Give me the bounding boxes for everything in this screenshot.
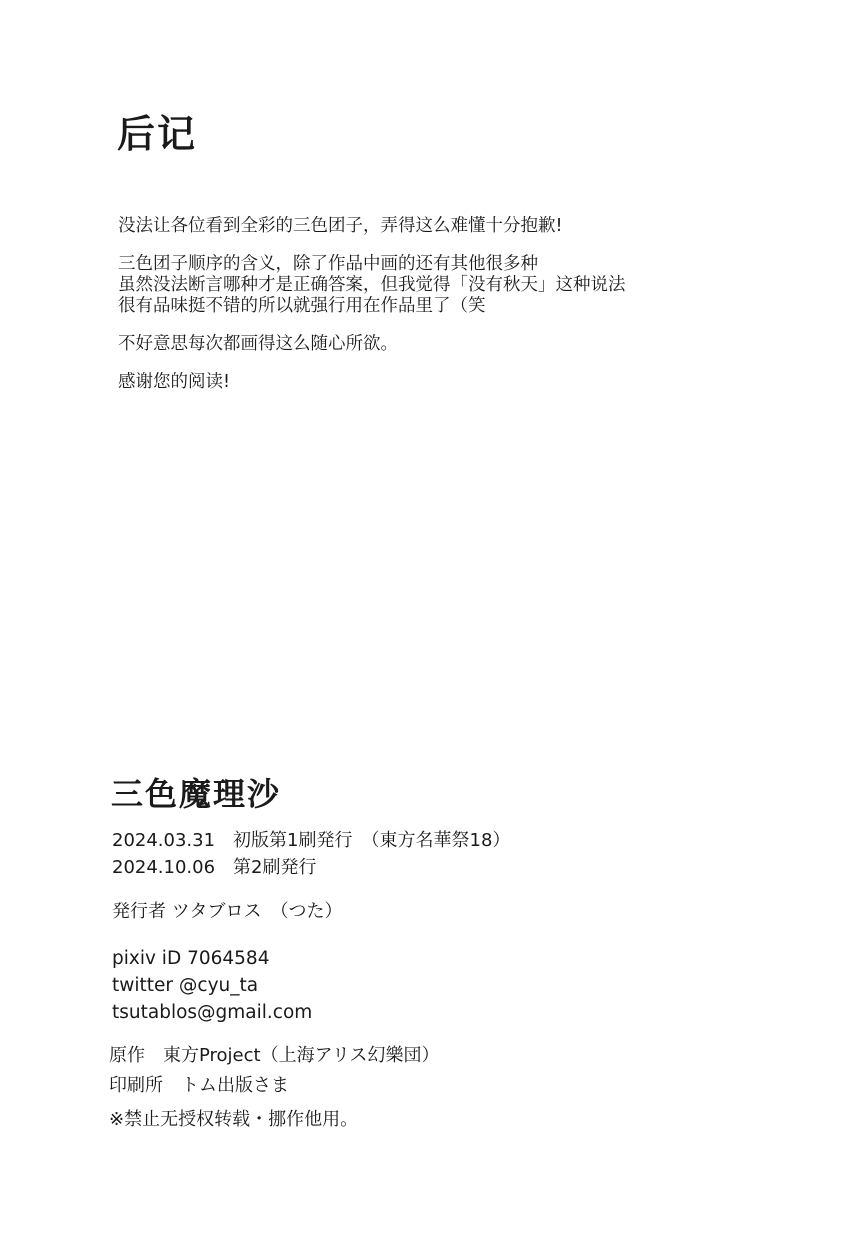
afterword-body	[118, 216, 758, 410]
afterword-paragraph: 没法让各位看到全彩的三色团子，弄得这么难懂十分抱歉!	[118, 216, 563, 236]
reproduction-notice: ※禁止无授权转载・挪作他用。	[109, 1109, 359, 1130]
publisher-line: 発行者 ツタブロス （つた）	[112, 901, 343, 922]
publication-date-line: 2024.10.06 第2刷発行	[112, 857, 317, 878]
credits	[109, 1041, 749, 1101]
printer-credit: 印刷所 トム出版さま	[109, 1075, 289, 1096]
afterword-title: 后记	[117, 112, 198, 156]
email-address: tsutablos@gmail.com	[112, 1002, 313, 1023]
afterword-paragraph: 三色团子顺序的含义，除了作品中画的还有其他很多种 虽然没法断言哪种才是正确答案，但我觉得「没有秋天」这种说法 很有品味挺不错的所以就强行用在作品里了（笑	[118, 254, 626, 316]
contact-list	[112, 945, 749, 1026]
afterword-paragraph: 感谢您的阅读!	[118, 372, 231, 392]
book-title: 三色魔理沙	[111, 775, 282, 813]
twitter-handle: twitter @cyu_ta	[112, 975, 259, 996]
publication-date-line: 2024.03.31 初版第1刷発行 （東方名華祭18）	[112, 830, 511, 851]
afterword-paragraph: 不好意思每次都画得这么随心所欲。	[118, 334, 398, 354]
original-work-credit: 原作 東方Project（上海アリス幻樂団）	[109, 1045, 440, 1066]
pixiv-id: pixiv iD 7064584	[112, 948, 270, 969]
colophon	[109, 775, 749, 1135]
